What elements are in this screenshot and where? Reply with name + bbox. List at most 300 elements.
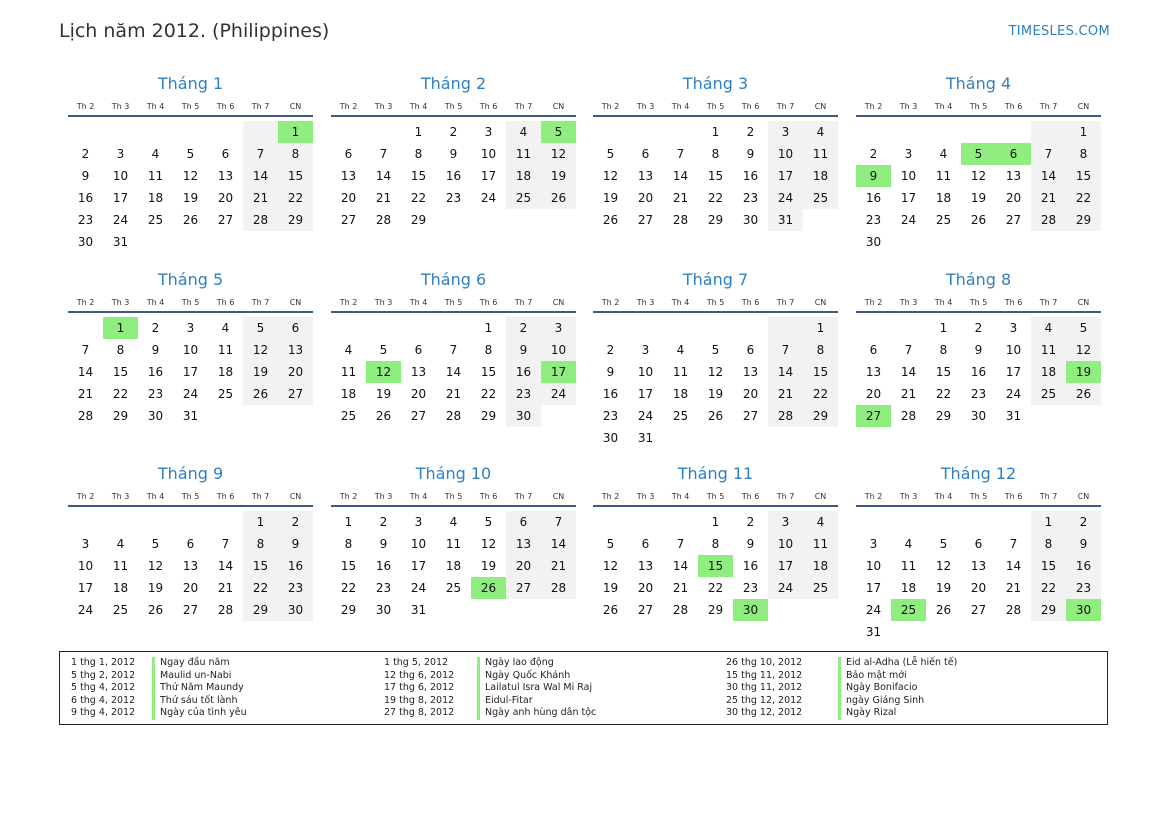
day-cell: 14: [1031, 165, 1066, 187]
holiday-day-cell: 9: [856, 165, 891, 187]
weekday-header: [593, 487, 838, 507]
day-cell: 20: [217, 191, 234, 205]
empty-cell: [926, 121, 961, 143]
month-block: [593, 73, 838, 231]
weekday-label: Th 3: [636, 298, 655, 307]
day-cell: 22: [112, 387, 129, 401]
day-cell: 7: [449, 343, 458, 357]
day-cell: 14: [672, 559, 689, 573]
weekday-label: Th 6: [479, 298, 498, 307]
holiday-day-cell: 19: [1066, 361, 1101, 383]
day-cell: 23: [742, 581, 759, 595]
legend-date: 12 thg 6, 2012: [384, 669, 455, 681]
day-cell: 21: [375, 191, 392, 205]
weekday-label: CN: [1077, 492, 1090, 501]
day-cell: 22: [935, 387, 952, 401]
day-cell: 28: [77, 409, 94, 423]
legend-holiday-name: Ngày của tình yêu: [152, 707, 247, 720]
day-cell: 1: [711, 125, 720, 139]
day-cell: 25: [803, 187, 838, 209]
weekday-label: Th 3: [374, 102, 393, 111]
day-cell: 1: [243, 511, 278, 533]
day-cell: 23: [865, 213, 882, 227]
day-cell: 17: [637, 387, 654, 401]
day-cell: 5: [606, 537, 615, 551]
day-cell: 26: [970, 213, 987, 227]
day-cell: 10: [77, 559, 94, 573]
day-cell: 2: [449, 125, 458, 139]
day-cell: 13: [970, 559, 987, 573]
month-title: Tháng 5: [157, 270, 224, 289]
weekday-label: Th 5: [969, 492, 988, 501]
holiday-day-cell: 30: [733, 599, 768, 621]
day-cell: 20: [1005, 191, 1022, 205]
day-cell: 9: [81, 169, 90, 183]
day-cell: 21: [768, 383, 803, 405]
day-cell: 19: [243, 361, 278, 383]
day-cell: 27: [637, 213, 654, 227]
day-cell: 11: [1031, 339, 1066, 361]
day-cell: 14: [243, 165, 278, 187]
month-title: Tháng 8: [945, 270, 1012, 289]
day-cell: 24: [865, 603, 882, 617]
day-cell: 2: [81, 147, 90, 161]
day-cell: 11: [900, 559, 917, 573]
legend-date: 6 thg 4, 2012: [71, 694, 136, 706]
weekday-label: Th 2: [339, 102, 358, 111]
weekday-header: [68, 487, 313, 507]
day-cell: 13: [410, 365, 427, 379]
day-cell: 4: [221, 321, 230, 335]
weekday-label: Th 5: [969, 102, 988, 111]
day-cell: 8: [116, 343, 125, 357]
day-cell: 28: [1031, 209, 1066, 231]
day-cell: 12: [602, 169, 619, 183]
weekday-label: Th 4: [146, 102, 165, 111]
day-cell: 9: [151, 343, 160, 357]
weekday-label: Th 6: [1004, 298, 1023, 307]
month-block: [593, 463, 838, 621]
day-cell: 25: [340, 409, 357, 423]
day-cell: 17: [900, 191, 917, 205]
day-cell: 23: [1066, 577, 1101, 599]
weekday-label: Th 5: [444, 102, 463, 111]
day-cell: 16: [742, 559, 759, 573]
weekday-label: Th 6: [216, 298, 235, 307]
day-cell: 6: [278, 317, 313, 339]
day-cell: 16: [602, 387, 619, 401]
day-cell: 16: [506, 361, 541, 383]
weekday-label: Th 4: [671, 102, 690, 111]
day-cell: 3: [641, 343, 650, 357]
weekday-label: Th 3: [111, 492, 130, 501]
day-cell: 28: [541, 577, 576, 599]
weekday-label: Th 7: [776, 298, 795, 307]
day-cell: 9: [1066, 533, 1101, 555]
day-cell: 19: [602, 581, 619, 595]
holiday-day-cell: 1: [103, 317, 138, 339]
day-cell: 19: [970, 191, 987, 205]
day-cell: 27: [1005, 213, 1022, 227]
day-grid: [331, 511, 576, 621]
day-cell: 6: [746, 343, 755, 357]
weekday-label: Th 3: [899, 298, 918, 307]
day-cell: 2: [379, 515, 388, 529]
month-title: Tháng 10: [415, 464, 492, 483]
weekday-label: Th 6: [741, 102, 760, 111]
day-cell: 3: [768, 511, 803, 533]
day-cell: 16: [970, 365, 987, 379]
month-block: [331, 269, 576, 427]
page-title: Lịch năm 2012. (Philippines): [59, 20, 330, 42]
day-cell: 24: [112, 213, 129, 227]
day-cell: 7: [904, 343, 913, 357]
day-cell: 15: [112, 365, 129, 379]
weekday-label: Th 2: [601, 492, 620, 501]
empty-cell: [593, 317, 628, 339]
day-cell: 16: [77, 191, 94, 205]
day-cell: 28: [217, 603, 234, 617]
day-cell: 8: [711, 537, 720, 551]
day-cell: 22: [1066, 187, 1101, 209]
day-cell: 18: [900, 581, 917, 595]
day-cell: 5: [711, 343, 720, 357]
day-cell: 2: [606, 343, 615, 357]
day-cell: 16: [445, 169, 462, 183]
empty-cell: [961, 121, 996, 143]
empty-cell: [68, 121, 103, 143]
weekday-label: Th 6: [479, 492, 498, 501]
weekday-label: Th 2: [339, 492, 358, 501]
day-cell: 2: [278, 511, 313, 533]
legend-date: 30 thg 12, 2012: [726, 707, 803, 719]
month-block: [593, 269, 838, 449]
weekday-label: Th 6: [479, 102, 498, 111]
day-cell: 31: [637, 431, 654, 445]
weekday-label: Th 3: [636, 102, 655, 111]
day-cell: 7: [1009, 537, 1018, 551]
legend-date: 25 thg 12, 2012: [726, 694, 803, 706]
empty-cell: [593, 511, 628, 533]
day-cell: 9: [379, 537, 388, 551]
day-cell: 23: [278, 577, 313, 599]
day-grid: [68, 121, 313, 253]
day-cell: 27: [217, 213, 234, 227]
empty-cell: [243, 121, 278, 143]
legend-holiday-name: Eid al-Adha (Lễ hiến tế): [838, 657, 957, 670]
day-grid: [68, 317, 313, 427]
empty-cell: [628, 511, 663, 533]
weekday-label: Th 7: [251, 102, 270, 111]
weekday-label: Th 4: [146, 298, 165, 307]
month-block: [68, 269, 313, 427]
day-cell: 1: [1066, 121, 1101, 143]
month-title: Tháng 1: [157, 74, 224, 93]
legend-date: 15 thg 11, 2012: [726, 669, 803, 681]
day-cell: 21: [1005, 581, 1022, 595]
day-cell: 29: [1066, 209, 1101, 231]
day-cell: 5: [186, 147, 195, 161]
day-cell: 18: [217, 365, 234, 379]
day-cell: 2: [1066, 511, 1101, 533]
day-cell: 10: [637, 365, 654, 379]
day-cell: 23: [445, 191, 462, 205]
day-cell: 29: [410, 213, 427, 227]
holiday-day-cell: 25: [891, 599, 926, 621]
day-cell: 28: [243, 209, 278, 231]
month-block: [856, 73, 1101, 253]
month-block: [331, 73, 576, 231]
day-cell: 19: [480, 559, 497, 573]
weekday-label: Th 3: [899, 492, 918, 501]
day-cell: 21: [541, 555, 576, 577]
day-cell: 30: [970, 409, 987, 423]
day-cell: 18: [672, 387, 689, 401]
month-block: [68, 73, 313, 253]
weekday-label: Th 2: [601, 102, 620, 111]
day-cell: 19: [602, 191, 619, 205]
day-cell: 10: [768, 143, 803, 165]
day-cell: 23: [742, 191, 759, 205]
day-cell: 14: [375, 169, 392, 183]
day-cell: 19: [707, 387, 724, 401]
weekday-label: Th 7: [514, 102, 533, 111]
weekday-label: Th 5: [706, 492, 725, 501]
weekday-label: Th 2: [864, 102, 883, 111]
day-cell: 9: [278, 533, 313, 555]
day-cell: 27: [410, 409, 427, 423]
weekday-label: CN: [814, 102, 827, 111]
legend-date: 19 thg 8, 2012: [384, 694, 455, 706]
day-cell: 10: [1005, 343, 1022, 357]
day-cell: 12: [707, 365, 724, 379]
day-cell: 4: [506, 121, 541, 143]
weekday-label: CN: [289, 102, 302, 111]
legend-holiday-name: Ngày Rizal: [838, 707, 957, 720]
day-grid: [331, 317, 576, 427]
empty-cell: [366, 317, 401, 339]
day-cell: 8: [939, 343, 948, 357]
day-cell: 15: [1031, 555, 1066, 577]
day-cell: 20: [506, 555, 541, 577]
day-cell: 24: [768, 577, 803, 599]
empty-cell: [173, 121, 208, 143]
weekday-label: Th 3: [899, 102, 918, 111]
day-cell: 13: [637, 169, 654, 183]
day-cell: 22: [707, 581, 724, 595]
day-cell: 30: [77, 235, 94, 249]
day-cell: 10: [865, 559, 882, 573]
weekday-label: Th 2: [339, 298, 358, 307]
day-cell: 18: [506, 165, 541, 187]
empty-cell: [138, 511, 173, 533]
day-cell: 21: [243, 187, 278, 209]
weekday-label: Th 3: [111, 102, 130, 111]
weekday-label: Th 7: [514, 298, 533, 307]
day-cell: 15: [480, 365, 497, 379]
day-cell: 22: [707, 191, 724, 205]
weekday-label: Th 3: [636, 492, 655, 501]
day-cell: 6: [641, 537, 650, 551]
day-cell: 5: [243, 317, 278, 339]
weekday-label: Th 7: [251, 298, 270, 307]
empty-cell: [401, 317, 436, 339]
day-cell: 17: [865, 581, 882, 595]
day-cell: 25: [445, 581, 462, 595]
day-cell: 2: [151, 321, 160, 335]
month-title: Tháng 11: [677, 464, 754, 483]
day-cell: 28: [768, 405, 803, 427]
day-cell: 1: [414, 125, 423, 139]
day-cell: 31: [410, 603, 427, 617]
day-cell: 18: [147, 191, 164, 205]
day-cell: 5: [606, 147, 615, 161]
day-cell: 12: [970, 169, 987, 183]
month-block: [856, 269, 1101, 427]
day-cell: 9: [746, 147, 755, 161]
day-cell: 6: [974, 537, 983, 551]
day-cell: 30: [742, 213, 759, 227]
day-cell: 9: [746, 537, 755, 551]
day-cell: 1: [344, 515, 353, 529]
day-cell: 9: [606, 365, 615, 379]
day-cell: 10: [768, 533, 803, 555]
day-cell: 28: [672, 603, 689, 617]
weekday-label: Th 4: [409, 492, 428, 501]
day-cell: 18: [445, 559, 462, 573]
day-cell: 12: [602, 559, 619, 573]
day-cell: 29: [707, 603, 724, 617]
holiday-legend: [59, 651, 1108, 725]
day-cell: 17: [112, 191, 129, 205]
day-cell: 4: [803, 121, 838, 143]
day-cell: 27: [182, 603, 199, 617]
day-cell: 24: [182, 387, 199, 401]
day-cell: 7: [676, 537, 685, 551]
empty-cell: [103, 511, 138, 533]
day-cell: 19: [375, 387, 392, 401]
day-cell: 19: [541, 165, 576, 187]
day-cell: 8: [344, 537, 353, 551]
day-grid: [856, 317, 1101, 427]
day-cell: 25: [217, 387, 234, 401]
weekday-label: Th 5: [444, 492, 463, 501]
day-cell: 20: [340, 191, 357, 205]
day-cell: 26: [602, 603, 619, 617]
day-cell: 27: [970, 603, 987, 617]
holiday-day-cell: 27: [856, 405, 891, 427]
day-cell: 4: [904, 537, 913, 551]
day-cell: 29: [803, 405, 838, 427]
holiday-day-cell: 5: [961, 143, 996, 165]
day-cell: 11: [112, 559, 129, 573]
day-cell: 8: [1066, 143, 1101, 165]
day-cell: 5: [1066, 317, 1101, 339]
weekday-label: Th 3: [111, 298, 130, 307]
day-cell: 26: [935, 603, 952, 617]
weekday-label: Th 7: [1039, 298, 1058, 307]
day-cell: 18: [803, 165, 838, 187]
empty-cell: [208, 511, 243, 533]
empty-cell: [891, 317, 926, 339]
day-cell: 31: [1005, 409, 1022, 423]
day-cell: 6: [344, 147, 353, 161]
weekday-header: [68, 97, 313, 117]
brand-link[interactable]: TIMESLES.COM: [1008, 24, 1110, 39]
empty-cell: [891, 511, 926, 533]
day-cell: 2: [974, 321, 983, 335]
empty-cell: [996, 121, 1031, 143]
empty-cell: [68, 317, 103, 339]
weekday-label: Th 2: [864, 492, 883, 501]
weekday-label: Th 4: [146, 492, 165, 501]
month-title: Tháng 7: [682, 270, 749, 289]
day-cell: 14: [900, 365, 917, 379]
legend-name-column: [477, 657, 596, 720]
day-cell: 14: [672, 169, 689, 183]
month-title: Tháng 2: [420, 74, 487, 93]
day-cell: 11: [445, 537, 462, 551]
day-cell: 4: [449, 515, 458, 529]
day-cell: 2: [746, 125, 755, 139]
legend-date: 17 thg 6, 2012: [384, 682, 455, 694]
legend-date: 9 thg 4, 2012: [71, 707, 136, 719]
day-cell: 30: [506, 405, 541, 427]
day-cell: 10: [480, 147, 497, 161]
day-cell: 9: [449, 147, 458, 161]
day-cell: 10: [900, 169, 917, 183]
day-cell: 4: [151, 147, 160, 161]
day-cell: 29: [278, 209, 313, 231]
holiday-day-cell: 5: [541, 121, 576, 143]
day-cell: 25: [672, 409, 689, 423]
weekday-label: Th 6: [216, 492, 235, 501]
holiday-day-cell: 17: [541, 361, 576, 383]
weekday-label: CN: [814, 298, 827, 307]
day-grid: [331, 121, 576, 231]
day-cell: 3: [414, 515, 423, 529]
day-grid: [593, 121, 838, 231]
day-cell: 9: [974, 343, 983, 357]
holiday-day-cell: 12: [366, 361, 401, 383]
day-cell: 22: [243, 577, 278, 599]
day-cell: 1: [484, 321, 493, 335]
weekday-label: Th 6: [1004, 492, 1023, 501]
day-cell: 8: [414, 147, 423, 161]
day-cell: 20: [410, 387, 427, 401]
holiday-day-cell: 26: [471, 577, 506, 599]
day-cell: 7: [676, 147, 685, 161]
day-cell: 22: [803, 383, 838, 405]
day-cell: 6: [869, 343, 878, 357]
month-block: [856, 463, 1101, 643]
day-cell: 13: [865, 365, 882, 379]
day-cell: 11: [340, 365, 357, 379]
day-cell: 11: [506, 143, 541, 165]
day-cell: 1: [1031, 511, 1066, 533]
day-cell: 24: [480, 191, 497, 205]
weekday-label: CN: [552, 102, 565, 111]
day-cell: 5: [484, 515, 493, 529]
day-cell: 6: [641, 147, 650, 161]
day-cell: 4: [676, 343, 685, 357]
day-cell: 14: [768, 361, 803, 383]
day-cell: 25: [1031, 383, 1066, 405]
day-cell: 7: [81, 343, 90, 357]
holiday-day-cell: 15: [698, 555, 733, 577]
weekday-label: Th 2: [864, 298, 883, 307]
weekday-label: Th 2: [76, 102, 95, 111]
